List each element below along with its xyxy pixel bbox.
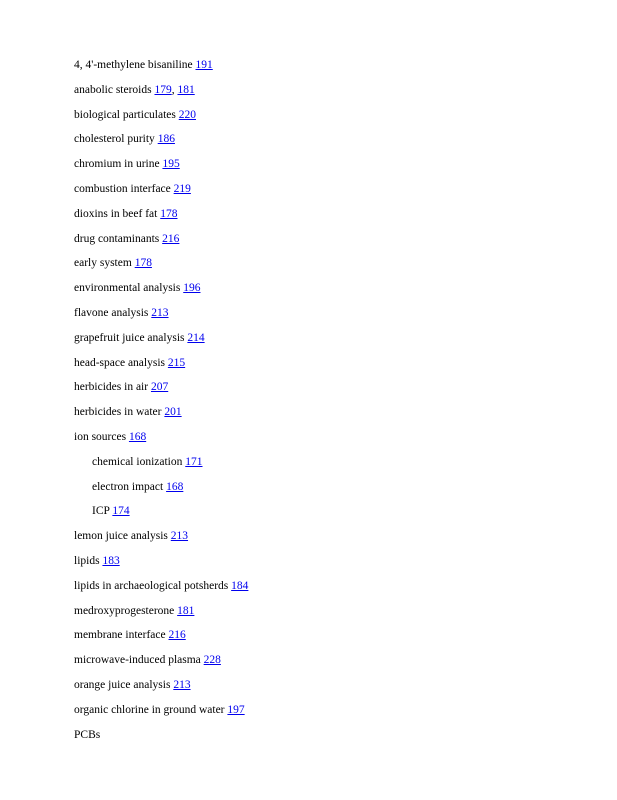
- index-term: environmental analysis: [74, 282, 181, 295]
- page-link[interactable]: 197: [227, 703, 245, 716]
- index-entry: [74, 653, 594, 678]
- index-entry: [74, 356, 594, 381]
- index-entry: [74, 529, 594, 554]
- page-link[interactable]: 183: [102, 554, 120, 567]
- index-term: 4, 4'-methylene bisaniline: [74, 59, 193, 71]
- page-link[interactable]: 213: [151, 306, 169, 319]
- page-link[interactable]: 214: [187, 331, 205, 344]
- index-entry: [74, 157, 594, 182]
- index-term: chromium in urine: [74, 158, 160, 171]
- index-term: organic chlorine in ground water: [74, 703, 225, 716]
- page-link[interactable]: 178: [134, 257, 152, 270]
- page-link[interactable]: 216: [168, 629, 186, 642]
- index-entry: [74, 604, 594, 629]
- page-link[interactable]: 191: [195, 59, 213, 71]
- page-link[interactable]: 215: [167, 356, 186, 369]
- index-term: PCBs: [74, 728, 101, 741]
- index-term: membrane interface: [74, 629, 166, 642]
- page-link[interactable]: 219: [173, 182, 191, 195]
- page-link[interactable]: 186: [157, 133, 175, 146]
- page-link[interactable]: 168: [128, 430, 147, 443]
- index-term: drug contaminants: [74, 232, 160, 245]
- index-entry: [74, 58, 594, 83]
- index-subentry: [74, 480, 594, 505]
- index-term: herbicides in water: [74, 406, 162, 419]
- index-term: anabolic steroids: [74, 83, 152, 96]
- index-list: [74, 58, 594, 752]
- page-link[interactable]: 220: [178, 108, 196, 121]
- index-entry: [74, 182, 594, 207]
- page-link[interactable]: 174: [112, 505, 130, 518]
- page-link[interactable]: 213: [170, 530, 189, 543]
- index-entry: [74, 132, 594, 157]
- page-link[interactable]: 201: [164, 406, 182, 419]
- index-term: early system: [74, 257, 132, 270]
- page-link[interactable]: 184: [231, 579, 249, 592]
- index-term: biological particulates: [74, 108, 176, 121]
- index-term: combustion interface: [74, 182, 171, 195]
- index-term: lipids in archaeological potsherds: [74, 579, 229, 592]
- index-entry: anabolic steroids 179, 181: [74, 83, 195, 96]
- page-link[interactable]: 178: [160, 207, 178, 220]
- index-term: grapefruit juice analysis: [74, 331, 185, 344]
- index-entry: [74, 281, 594, 306]
- index-term: orange juice analysis: [74, 678, 171, 691]
- page-link[interactable]: 171: [185, 455, 203, 468]
- index-term: electron impact: [92, 480, 164, 493]
- index-entry: [74, 405, 594, 430]
- index-term: lipids: [74, 554, 100, 567]
- index-term: chemical ionization: [92, 455, 183, 468]
- index-entry: [74, 430, 594, 455]
- page-link[interactable]: 196: [183, 282, 201, 295]
- index-entry: [74, 232, 594, 257]
- page-link[interactable]: 195: [162, 158, 180, 171]
- page-link[interactable]: 213: [173, 678, 191, 691]
- index-entry: [74, 728, 594, 753]
- index-term: herbicides in air: [74, 381, 149, 394]
- index-term: head-space analysis: [74, 356, 166, 369]
- index-entry: [74, 331, 594, 356]
- index-term: flavone analysis: [74, 306, 149, 319]
- index-entry: [74, 678, 594, 703]
- index-entry: [74, 306, 594, 331]
- index-entry: [74, 703, 594, 728]
- index-subentry: [74, 455, 594, 480]
- page-link[interactable]: 181: [177, 83, 195, 96]
- page-link[interactable]: 216: [162, 232, 180, 245]
- index-entry: [74, 207, 594, 232]
- index-entry: [74, 554, 594, 579]
- index-subentry: [74, 504, 594, 529]
- index-term: medroxyprogesterone: [74, 604, 175, 617]
- index-entry: [74, 108, 594, 133]
- page-link[interactable]: 228: [203, 654, 221, 667]
- index-term: ICP: [92, 505, 110, 518]
- index-entry: [74, 579, 594, 604]
- page-link[interactable]: 207: [150, 381, 169, 394]
- index-term: cholesterol purity: [74, 133, 155, 146]
- index-term: lemon juice analysis: [74, 530, 168, 543]
- page-link[interactable]: 181: [177, 604, 195, 617]
- index-term: microwave-induced plasma: [74, 654, 201, 667]
- page-link[interactable]: 179: [154, 83, 172, 96]
- index-entry: [74, 380, 594, 405]
- index-term: ion sources: [74, 430, 127, 443]
- index-entry: [74, 256, 594, 281]
- index-entry: [74, 628, 594, 653]
- index-term: dioxins in beef fat: [74, 207, 158, 220]
- page-link[interactable]: 168: [166, 480, 184, 493]
